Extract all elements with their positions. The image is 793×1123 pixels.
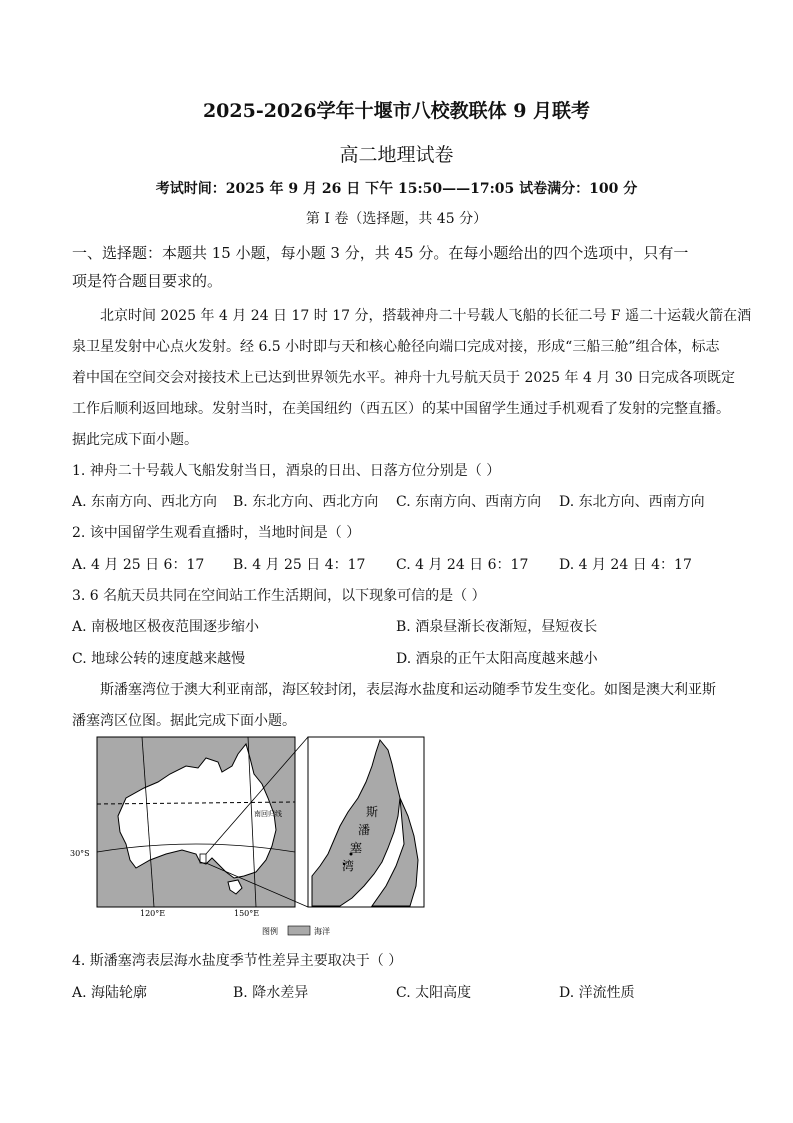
question-2-stem: 2. 该中国留学生观看直播时，当地时间是（ ） [72, 525, 361, 541]
question-4-option-d[interactable]: D. 洋流性质 [559, 985, 635, 1001]
exam-subtitle: 高二地理试卷 [339, 144, 454, 166]
tropic-label: 南回归线 [254, 810, 282, 818]
question-1-option-b[interactable]: B. 东北方向、西北方向 [233, 494, 379, 510]
passage1-line-5: 据此完成下面小题。 [72, 432, 198, 448]
legend-label: 图例 [262, 927, 278, 936]
question-3-stem: 3. 6 名航天员共同在空间站工作生活期间，以下现象可信的是（ ） [72, 588, 486, 604]
passage1-line-2: 泉卫星发射中心点火发射。经 6.5 小时即与天和核心舱径向端口完成对接，形成“三船三舱”组合体，标志 [72, 339, 720, 355]
question-1-option-d[interactable]: D. 东北方向、西南方向 [559, 494, 705, 510]
longitude-label-120e: 120°E [140, 909, 166, 918]
question-2-option-a[interactable]: A. 4 月 25 日 6：17 [72, 557, 205, 573]
question-2-option-c[interactable]: C. 4 月 24 日 6：17 [396, 557, 529, 573]
instructions-line-2: 项是符合题目要求的。 [72, 272, 223, 290]
question-2-option-d[interactable]: D. 4 月 24 日 4：17 [559, 557, 692, 573]
question-4-option-b[interactable]: B. 降水差异 [233, 985, 309, 1001]
question-3-option-b[interactable]: B. 酒泉昼渐长夜渐短，昼短夜长 [396, 619, 598, 635]
question-3-option-c[interactable]: C. 地球公转的速度越来越慢 [72, 651, 246, 667]
bay-char-1: 斯 [366, 805, 379, 819]
bay-char-2: 潘 [358, 823, 371, 837]
question-3-option-a[interactable]: A. 南极地区极夜范围逐步缩小 [72, 619, 260, 635]
bay-char-3: 塞 [350, 841, 363, 855]
instructions-line-1: 一、选择题：本题共 15 小题，每小题 3 分，共 45 分。在每小题给出的四个选项中，只有一 [72, 244, 689, 262]
bay-char-4: 湾 [342, 859, 355, 873]
question-1-option-a[interactable]: A. 东南方向、西北方向 [72, 494, 218, 510]
passage2-line-1: 斯潘塞湾位于澳大利亚南部，海区较封闭，表层海水盐度和运动随季节发生变化。如图是澳大利亚斯 [100, 682, 716, 698]
passage2-line-2: 潘塞湾区位图。据此完成下面小题。 [72, 713, 296, 729]
latitude-label: 30°S [70, 849, 90, 858]
passage1-line-4: 工作后顺利返回地球。发射当时，在美国纽约（西五区）的某中国留学生通过手机观看了发射的完整直播。 [72, 401, 730, 417]
exam-info: 考试时间：2025 年 9 月 26 日 下午 15:50——17:05 试卷满分：100 分 [155, 181, 638, 197]
passage1-line-3: 着中国在空间交会对接技术上已达到世界领先水平。神舟十九号航天员于 2025 年 4 月 30 日完成各项既定 [72, 370, 736, 386]
question-3-option-d[interactable]: D. 酒泉的正午太阳高度越来越小 [396, 651, 598, 667]
question-2-option-b[interactable]: B. 4 月 25 日 4：17 [233, 557, 366, 573]
longitude-label-150e: 150°E [234, 909, 260, 918]
question-1-stem: 1. 神舟二十号载人飞船发射当日，酒泉的日出、日落方位分别是（ ） [72, 463, 501, 479]
spencer-gulf-location-map [70, 736, 426, 941]
question-1-option-c[interactable]: C. 东南方向、西南方向 [396, 494, 542, 510]
passage1-line-1: 北京时间 2025 年 4 月 24 日 17 时 17 分，搭载神舟二十号载人飞船的长征二号 F 遥二十运载火箭在酒 [100, 308, 752, 324]
legend-sea-swatch [288, 926, 310, 935]
question-4-stem: 4. 斯潘塞湾表层海水盐度季节性差异主要取决于（ ） [72, 953, 403, 969]
legend-sea-label: 海洋 [314, 927, 330, 936]
part-heading: 第 I 卷（选择题，共 45 分） [305, 211, 488, 227]
exam-title: 2025-2026学年十堰市八校教联体 9 月联考 [202, 100, 591, 122]
question-4-option-c[interactable]: C. 太阳高度 [396, 985, 472, 1001]
question-4-option-a[interactable]: A. 海陆轮廓 [72, 985, 148, 1001]
